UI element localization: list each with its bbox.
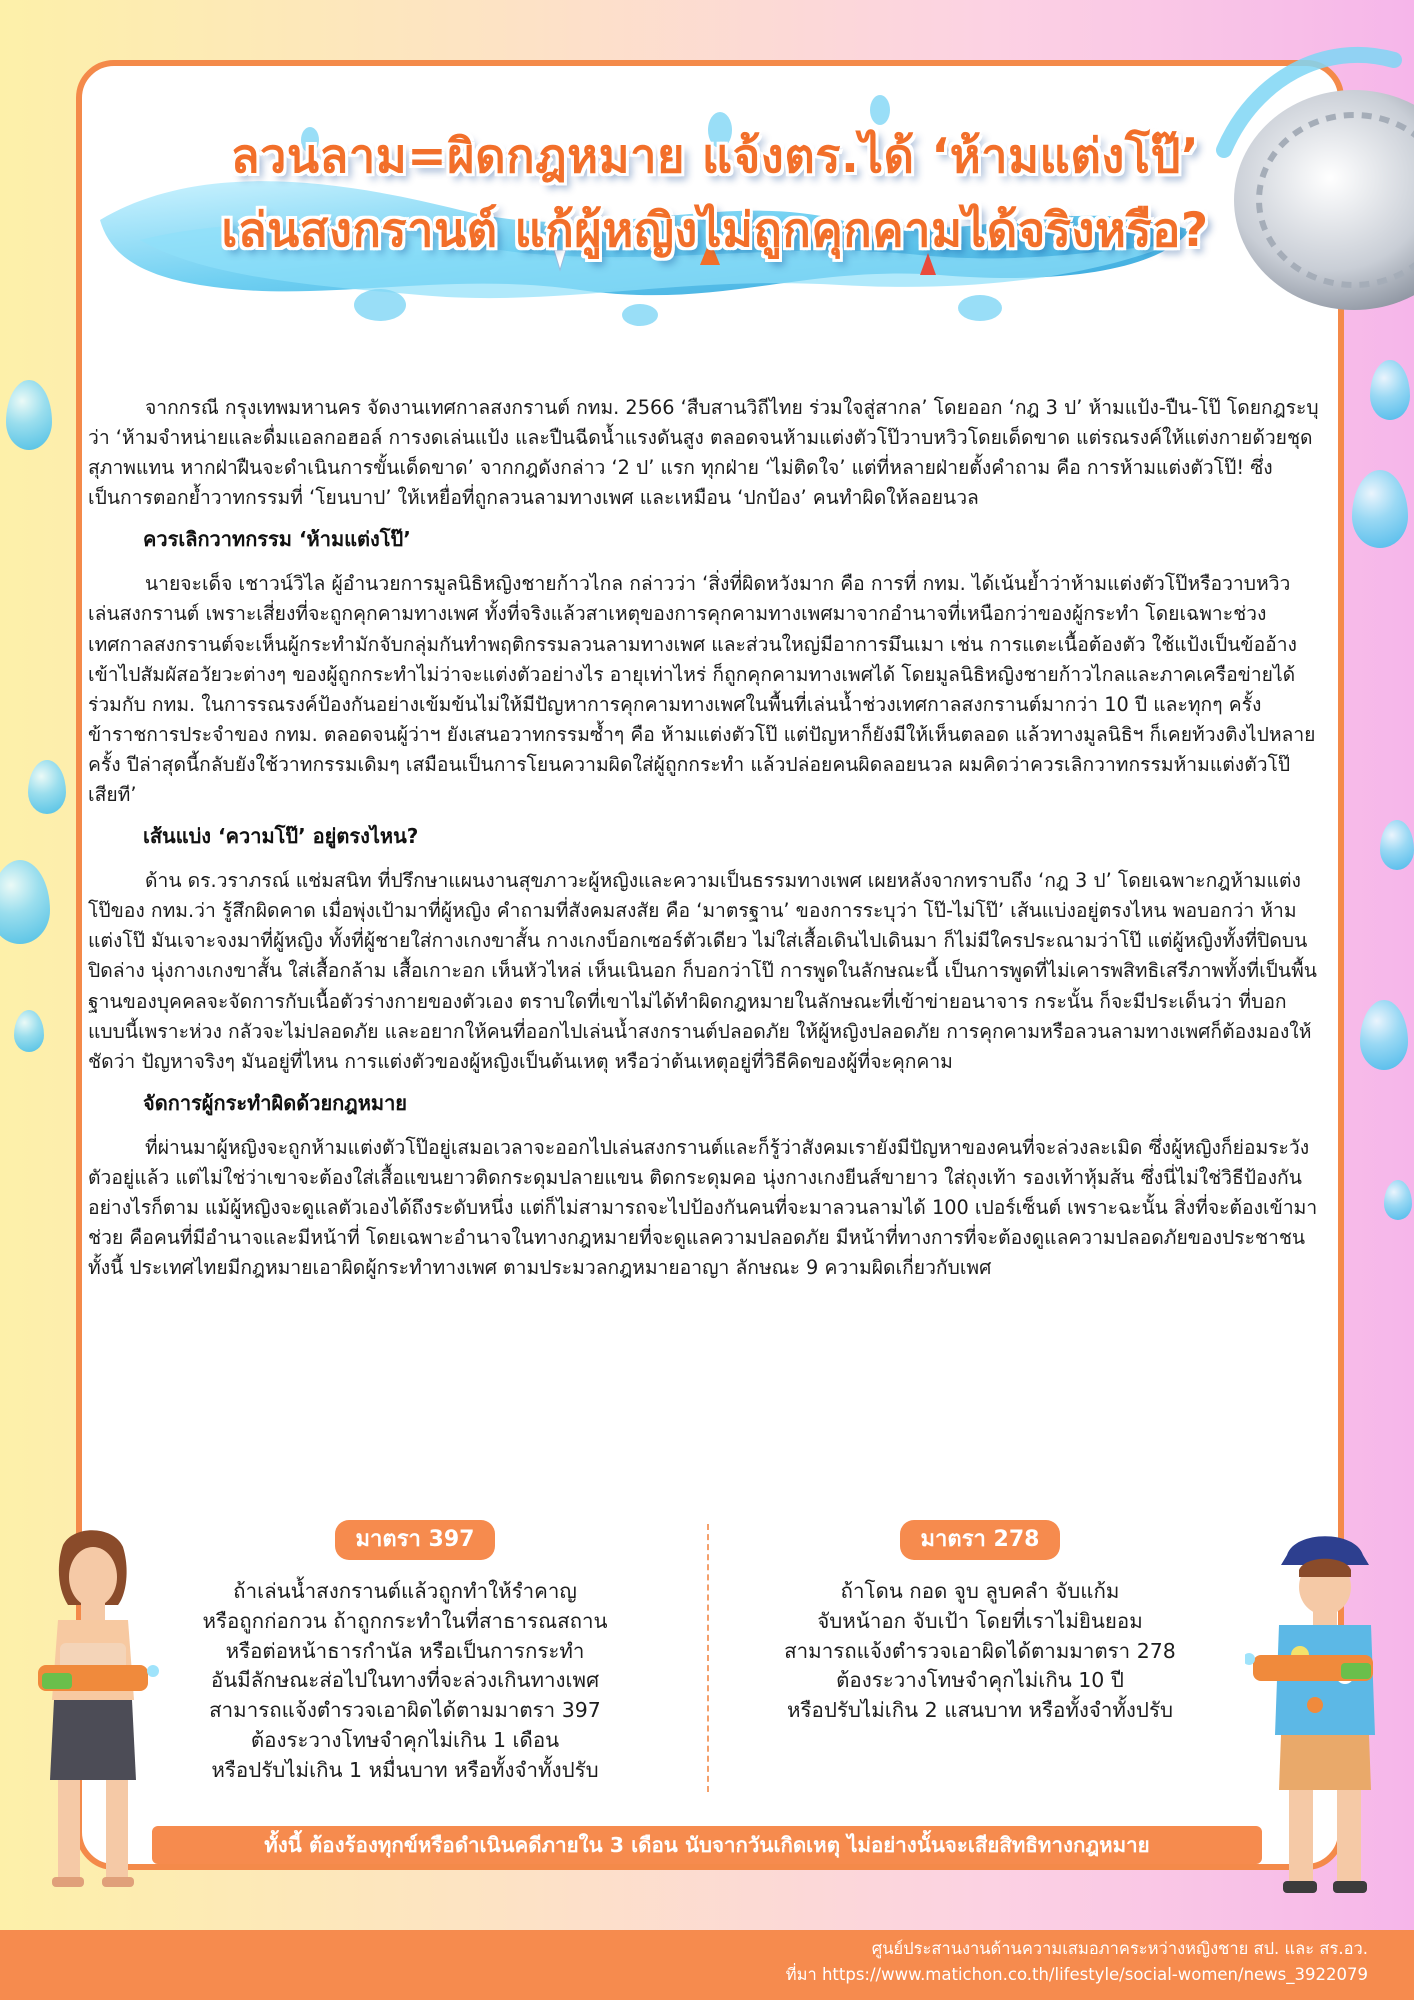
section-heading: ควรเลิกวาทกรรม ‘ห้ามแต่งโป๊’ <box>143 527 411 552</box>
article-body <box>88 393 1320 1283</box>
section-paragraph: ที่ผ่านมาผู้หญิงจะถูกห้ามแต่งตัวโป๊อยู่เสมอเวลาจะออกไปเล่นสงกรานต์และก็รู้ว่าสังคมเรายังมีปัญหาของคนที่จะล่วงละเมิด ซึ่งผู้หญิงก็ย่อมระวังตัวอยู่แล้ว แต่ไม่ใช่ว่าเขาจะต้องใส่เสื้อแขนยาวติดกระดุมปลายแขน ติดกระดุมคอ นุ่งกางเกงยีนส์ขายาว ใส่ถุงเท้า รองเท้าหุ้มส้น ซึ่งนี่ไม่ใช่วิธีป้องกัน อย่างไรก็ตาม แม้ผู้หญิงจะดูแลตัวเองได้ถึงระดับหนึ่ง แต่ก็ไม่สามารถจะไปป้องกันคนที่จะมาลวนลามได้ 100 เปอร์เซ็นต์ เพราะฉะนั้น สิ่งที่จะต้องเข้ามาช่วย คือคนที่มีอำนาจและมีหน้าที่ โดยเฉพาะอำนาจในทางกฎหมายที่จะดูแลความปลอดภัย มีหน้าที่ทางการที่จะต้องดูแลความปลอดภัยของประชาชน ทั้งนี้ ประเทศไทยมีกฎหมายเอาผิดผู้กระทำทางเพศ ตามประมวลกฎหมายอาญา ลักษณะ 9 ความผิดเกี่ยวกับเพศ <box>88 1135 1318 1280</box>
deadline-notice: ทั้งนี้ ต้องร้องทุกข์หรือดำเนินคดีภายใน 3 เดือน นับจากวันเกิดเหตุ ไม่อย่างนั้นจะเสียสิทธิทางกฎหมาย <box>152 1826 1262 1864</box>
law-397-text: ถ้าเล่นน้ำสงกรานต์แล้วถูกทำให้รำคาญ หรือถูกก่อกวน ถ้าถูกกระทำในที่สาธารณสถาน หรือต่อหน้าธารกำนัล หรือเป็นการกระทำ อันมีลักษณะส่อไปในทางที่จะล่วงเกินทางเพศ สามารถแจ้งตำรวจเอาผิดได้ตามมาตรา 397 ต้องระวางโทษจำคุกไม่เกิน 1 เดือน หรือปรับไม่เกิน 1 หมื่นบาท หรือทั้งจำทั้งปรับ <box>202 1579 608 1782</box>
woman-with-water-gun-illustration <box>18 1525 168 1900</box>
title-line-2: เล่นสงกรานต์ แก้ผู้หญิงไม่ถูกคุกคามได้จริงหรือ? <box>221 203 1209 258</box>
section-heading: เส้นแบ่ง ‘ความโป๊’ อยู่ตรงไหน? <box>143 824 419 849</box>
section-paragraph: นายจะเด็จ เชาวน์วิไล ผู้อำนวยการมูลนิธิหญิงชายก้าวไกล กล่าวว่า ‘สิ่งที่ผิดหวังมาก คือ การที่ กทม. ได้เน้นย้ำว่าห้ามแต่งตัวโป๊หรือวาบหวิวเล่นสงกรานต์ เพราะเสี่ยงที่จะถูกคุกคามทางเพศ ทั้งที่จริงแล้วสาเหตุของการคุกคามทางเพศมาจากอำนาจที่เหนือกว่าของผู้กระทำ โดยเฉพาะช่วงเทศกาลสงกรานต์จะเห็นผู้กระทำมักจับกลุ่มกันทำพฤติกรรมลวนลามทางเพศ และส่วนใหญ่มีอาการมึนเมา เช่น การแตะเนื้อต้องตัว ใช้แป้งเป็นข้ออ้างเข้าไปสัมผัสอวัยวะต่างๆ ของผู้ถูกกระทำไม่ว่าจะแต่งตัวอย่างไร อายุเท่าไหร่ ก็ถูกคุกคามทางเพศได้ โดยมูลนิธิหญิงชายก้าวไกลและภาคเครือข่ายได้ร่วมกับ กทม. ในการรณรงค์ป้องกันอย่างเข้มข้นไม่ให้มีปัญหาการคุกคามทางเพศในพื้นที่เล่นน้ำช่วงเทศกาลสงกรานต์มากว่า 10 ปี และทุกๆ ครั้ง ข้าราชการประจำของ กทม. ตลอดจนผู้ว่าฯ ยังเสนอวาทกรรมซ้ำๆ คือ ห้ามแต่งตัวโป๊ แต่ปัญหาก็ยังมีให้เห็นตลอด แล้วทางมูลนิธิฯ ก็เคยท้วงติงไปหลายครั้ง ปีล่าสุดนี้กลับยังใช้วาทกรรมเดิมๆ เสมือนเป็นการโยนความผิดใส่ผู้ถูกกระทำ แล้วปล่อยคนผิดลอยนวล ผมคิดว่าควรเลิกวาทกรรมห้ามแต่งตัวโป๊เสียที’ <box>88 572 1316 807</box>
law-397-label: มาตรา 397 <box>335 1520 495 1560</box>
intro-paragraph: จากกรณี กรุงเทพมหานคร จัดงานเทศกาลสงกรานต์ กทม. 2566 ‘สืบสานวิถีไทย ร่วมใจสู่สากล’ โดยออก ‘กฎ 3 ป’ ห้ามแป้ง-ปืน-โป๊ โดยกฎระบุว่า ‘ห้ามจำหน่ายและดื่มแอลกอฮอล์ การงดเล่นแป้ง และปืนฉีดน้ำแรงดันสูง ตลอดจนห้ามแต่งตัวโป๊วาบหวิวโดยเด็ดขาด แต่รณรงค์ให้แต่งกายด้วยชุดสุภาพแทน หากฝ่าฝืนจะดำเนินการขั้นเด็ดขาด’ จากกฎดังกล่าว ‘2 ป’ แรก ทุกฝ่าย ‘ไม่ติดใจ’ แต่ที่หลายฝ่ายตั้งคำถาม คือ การห้ามแต่งตัวโป๊! ซึ่งเป็นการตอกย้ำวาทกรรมที่ ‘โยนบาป’ ให้เหยื่อที่ถูกลวนลามทางเพศ และเหมือน ‘ปกป้อง’ คนทำผิดให้ลอยนวล <box>88 396 1319 510</box>
section-paragraph: ด้าน ดร.วราภรณ์ แช่มสนิท ที่ปรึกษาแผนงานสุขภาวะผู้หญิงและความเป็นธรรมทางเพศ เผยหลังจากทราบถึง ‘กฎ 3 ป’ โดยเฉพาะกฎห้ามแต่งโป๊ของ กทม.ว่า รู้สึกผิดคาด เมื่อพุ่งเป้ามาที่ผู้หญิง คำถามที่สังคมสงสัย คือ ‘มาตรฐาน’ ของการระบุว่า โป๊-ไม่โป๊’ เส้นแบ่งอยู่ตรงไหน พอบอกว่า ห้ามแต่งโป๊ มันเจาะจงมาที่ผู้หญิง ทั้งที่ผู้ชายใส่กางเกงขาสั้น กางเกงบ็อกเซอร์ตัวเดียว ไม่ใส่เสื้อเดินไปเดินมา ก็ไม่มีใครประณามว่าโป๊ แต่ผู้หญิงทั้งที่ปิดบนปิดล่าง นุ่งกางเกงขาสั้น ใส่เสื้อกล้าม เสื้อเกาะอก เห็นหัวไหล่ เห็นเนินอก ก็บอกว่าโป๊ การพูดในลักษณะนี้ เป็นการพูดที่ไม่เคารพสิทธิเสรีภาพทั้งที่เป็นพื้นฐานของบุคคลจะจัดการกับเนื้อตัวร่างกายของตัวเอง ตราบใดที่เขาไม่ได้ทำผิดกฎหมายในลักษณะที่เข้าข่ายอนาจาร กระนั้น ก็จะมีประเด็นว่า ที่บอกแบบนี้เพราะห่วง กลัวจะไม่ปลอดภัย และอยากให้คนที่ออกไปเล่นน้ำสงกรานต์ปลอดภัย ให้ผู้หญิงปลอดภัย การคุกคามหรือลวนลามทางเพศก็ต้องมองให้ชัดว่า ปัญหาจริงๆ มันอยู่ที่ไหน การแต่งตัวของผู้หญิงเป็นต้นเหตุ หรือว่าต้นเหตุอยู่ที่วิธีคิดของผู้ที่จะคุกคาม <box>88 869 1317 1073</box>
footer-org: ศูนย์ประสานงานด้านความเสมอภาคระหว่างหญิงชาย สป. และ สร.อว. <box>871 1939 1368 1958</box>
column-divider <box>707 1524 709 1792</box>
section-heading: จัดการผู้กระทำผิดด้วยกฎหมาย <box>143 1090 408 1115</box>
law-278-text: ถ้าโดน กอด จูบ ลูบคลำ จับแก้ม จับหน้าอก จับเป้า โดยที่เราไม่ยินยอม สามารถแจ้งตำรวจเอาผิดได้ตามมาตรา 278 ต้องระวางโทษจำคุกไม่เกิน 10 ปี หรือปรับไม่เกิน 2 แสนบาท หรือทั้งจำทั้งปรับ <box>784 1579 1176 1723</box>
law-278-label: มาตรา 278 <box>900 1520 1060 1560</box>
man-with-water-gun-illustration <box>1245 1525 1400 1905</box>
footer-source: ที่มา https://www.matichon.co.th/lifestyle/social-women/news_3922079 <box>785 1965 1368 1984</box>
title-line-1: ลวนลาม=ผิดกฎหมาย แจ้งตร.ได้ ‘ห้ามแต่งโป๊’ <box>230 129 1200 184</box>
